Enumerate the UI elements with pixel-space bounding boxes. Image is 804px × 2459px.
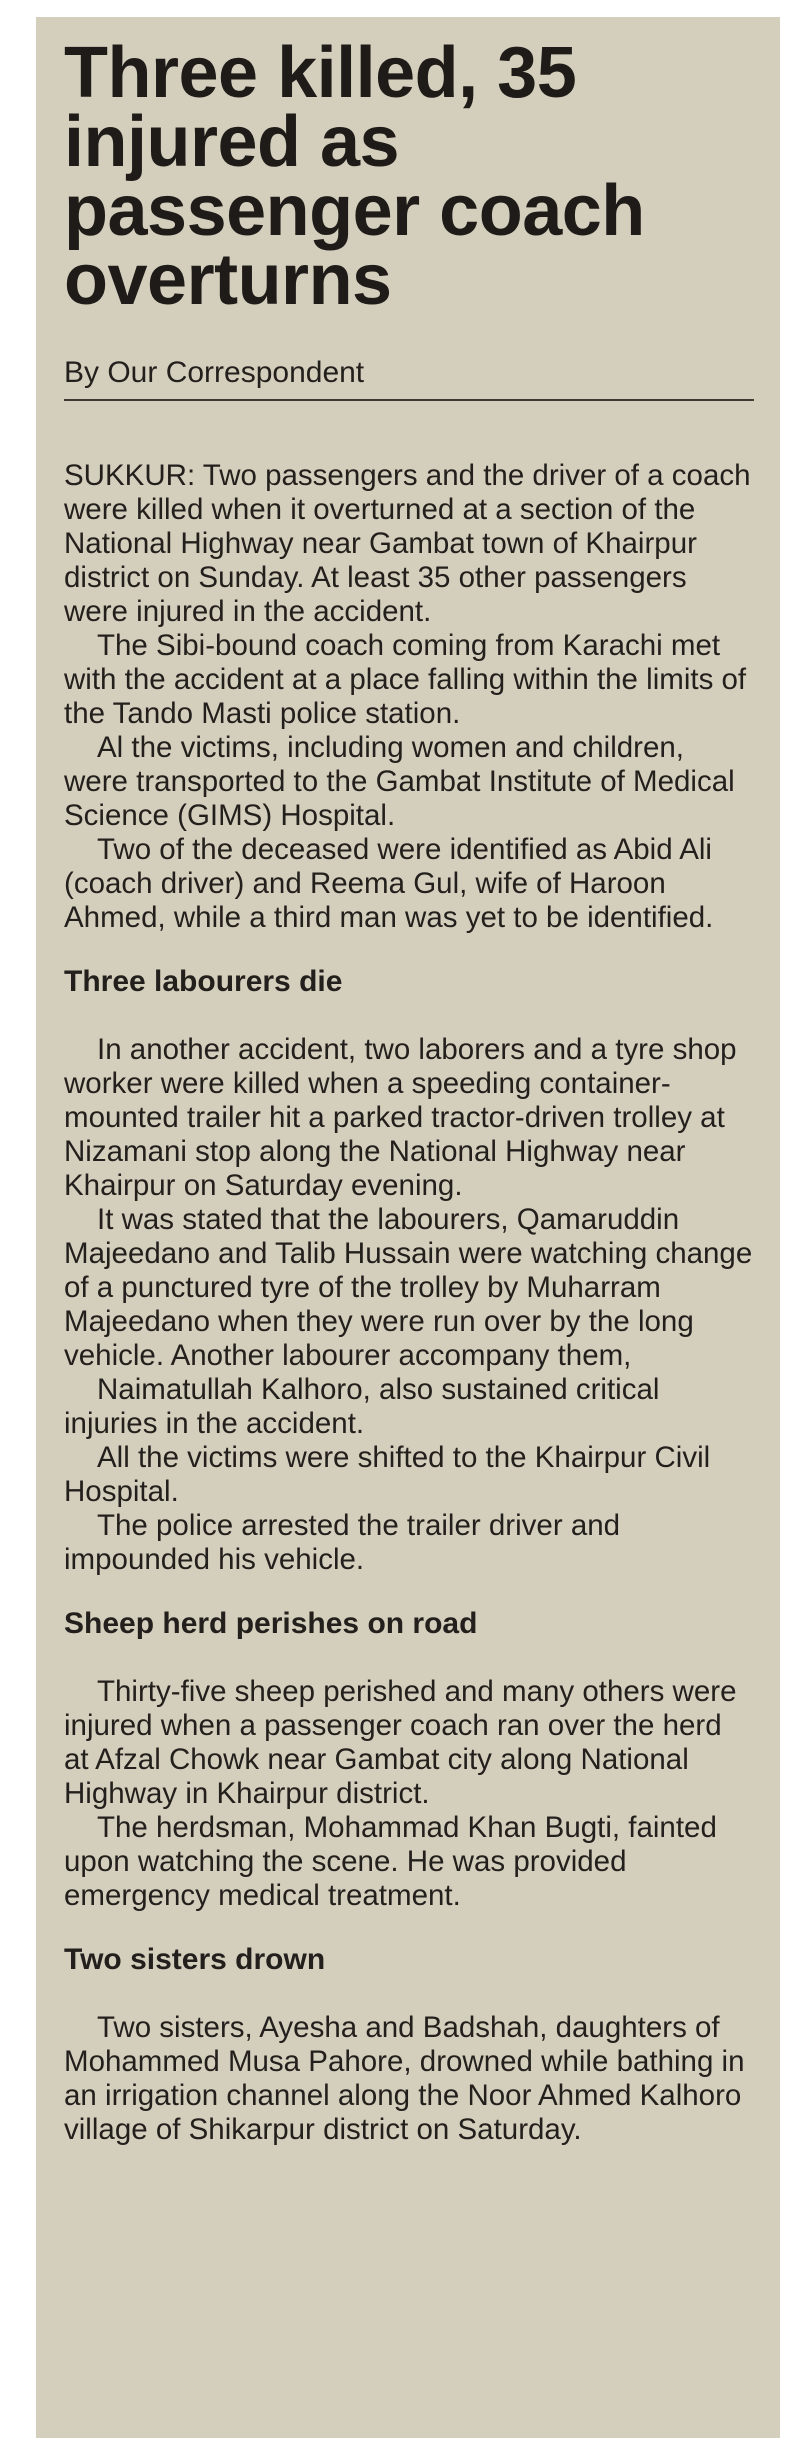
article-body xyxy=(64,459,754,2147)
section-subhead: Sheep herd perishes on road xyxy=(64,1607,478,1640)
headline: Three killed, 35 injured as passenger coach overturns xyxy=(64,33,645,320)
article-paragraph: It was stated that the labourers, Qamaruddin Majeedano and Talib Hussain were watching change of a punctured tyre of the trolley by Muharram Majeedano when they were run over by the long vehicle. Another labourer accompany them, xyxy=(64,1203,753,1372)
article-paragraph: The herdsman, Mohammad Khan Bugti, fainted upon watching the scene. He was provided emergency medical treatment. xyxy=(64,1811,717,1912)
section-subhead: Three labourers die xyxy=(64,965,343,998)
article-paragraph: All the victims were shifted to the Khairpur Civil Hospital. xyxy=(64,1441,711,1508)
article-paragraph: Two of the deceased were identified as Abid Ali (coach driver) and Reema Gul, wife of Haroon Ahmed, while a third man was yet to be identified. xyxy=(64,833,714,934)
news-clipping xyxy=(36,17,780,2438)
article-paragraph: Al the victims, including women and children, were transported to the Gambat Institute of Medical Science (GIMS) Hospital. xyxy=(64,731,735,832)
article-paragraph: Naimatullah Kalhoro, also sustained critical injuries in the accident. xyxy=(64,1373,660,1440)
article-paragraph: In another accident, two laborers and a tyre shop worker were killed when a speeding container-mounted trailer hit a parked tractor-driven trolley at Nizamani stop along the National Highway near Khairpur on Saturday evening. xyxy=(64,1033,737,1202)
byline: By Our Correspondent xyxy=(64,355,754,401)
section-subhead: Two sisters drown xyxy=(64,1943,326,1976)
article-paragraph: The Sibi-bound coach coming from Karachi met with the accident at a place falling within the limits of the Tando Masti police station. xyxy=(64,629,747,730)
article-paragraph: Thirty-five sheep perished and many others were injured when a passenger coach ran over the herd at Afzal Chowk near Gambat city along National Highway in Khairpur district. xyxy=(64,1675,737,1810)
article-paragraph: SUKKUR: Two passengers and the driver of a coach were killed when it overturned at a section of the National Highway near Gambat town of Khairpur district on Sunday. At least 35 other passengers were injured in the accident. xyxy=(64,459,751,628)
article-paragraph: The police arrested the trailer driver and impounded his vehicle. xyxy=(64,1509,621,1576)
article-paragraph: Two sisters, Ayesha and Badshah, daughters of Mohammed Musa Pahore, drowned while bathing in an irrigation channel along the Noor Ahmed Kalhoro village of Shikarpur district on Saturday. xyxy=(64,2011,745,2146)
